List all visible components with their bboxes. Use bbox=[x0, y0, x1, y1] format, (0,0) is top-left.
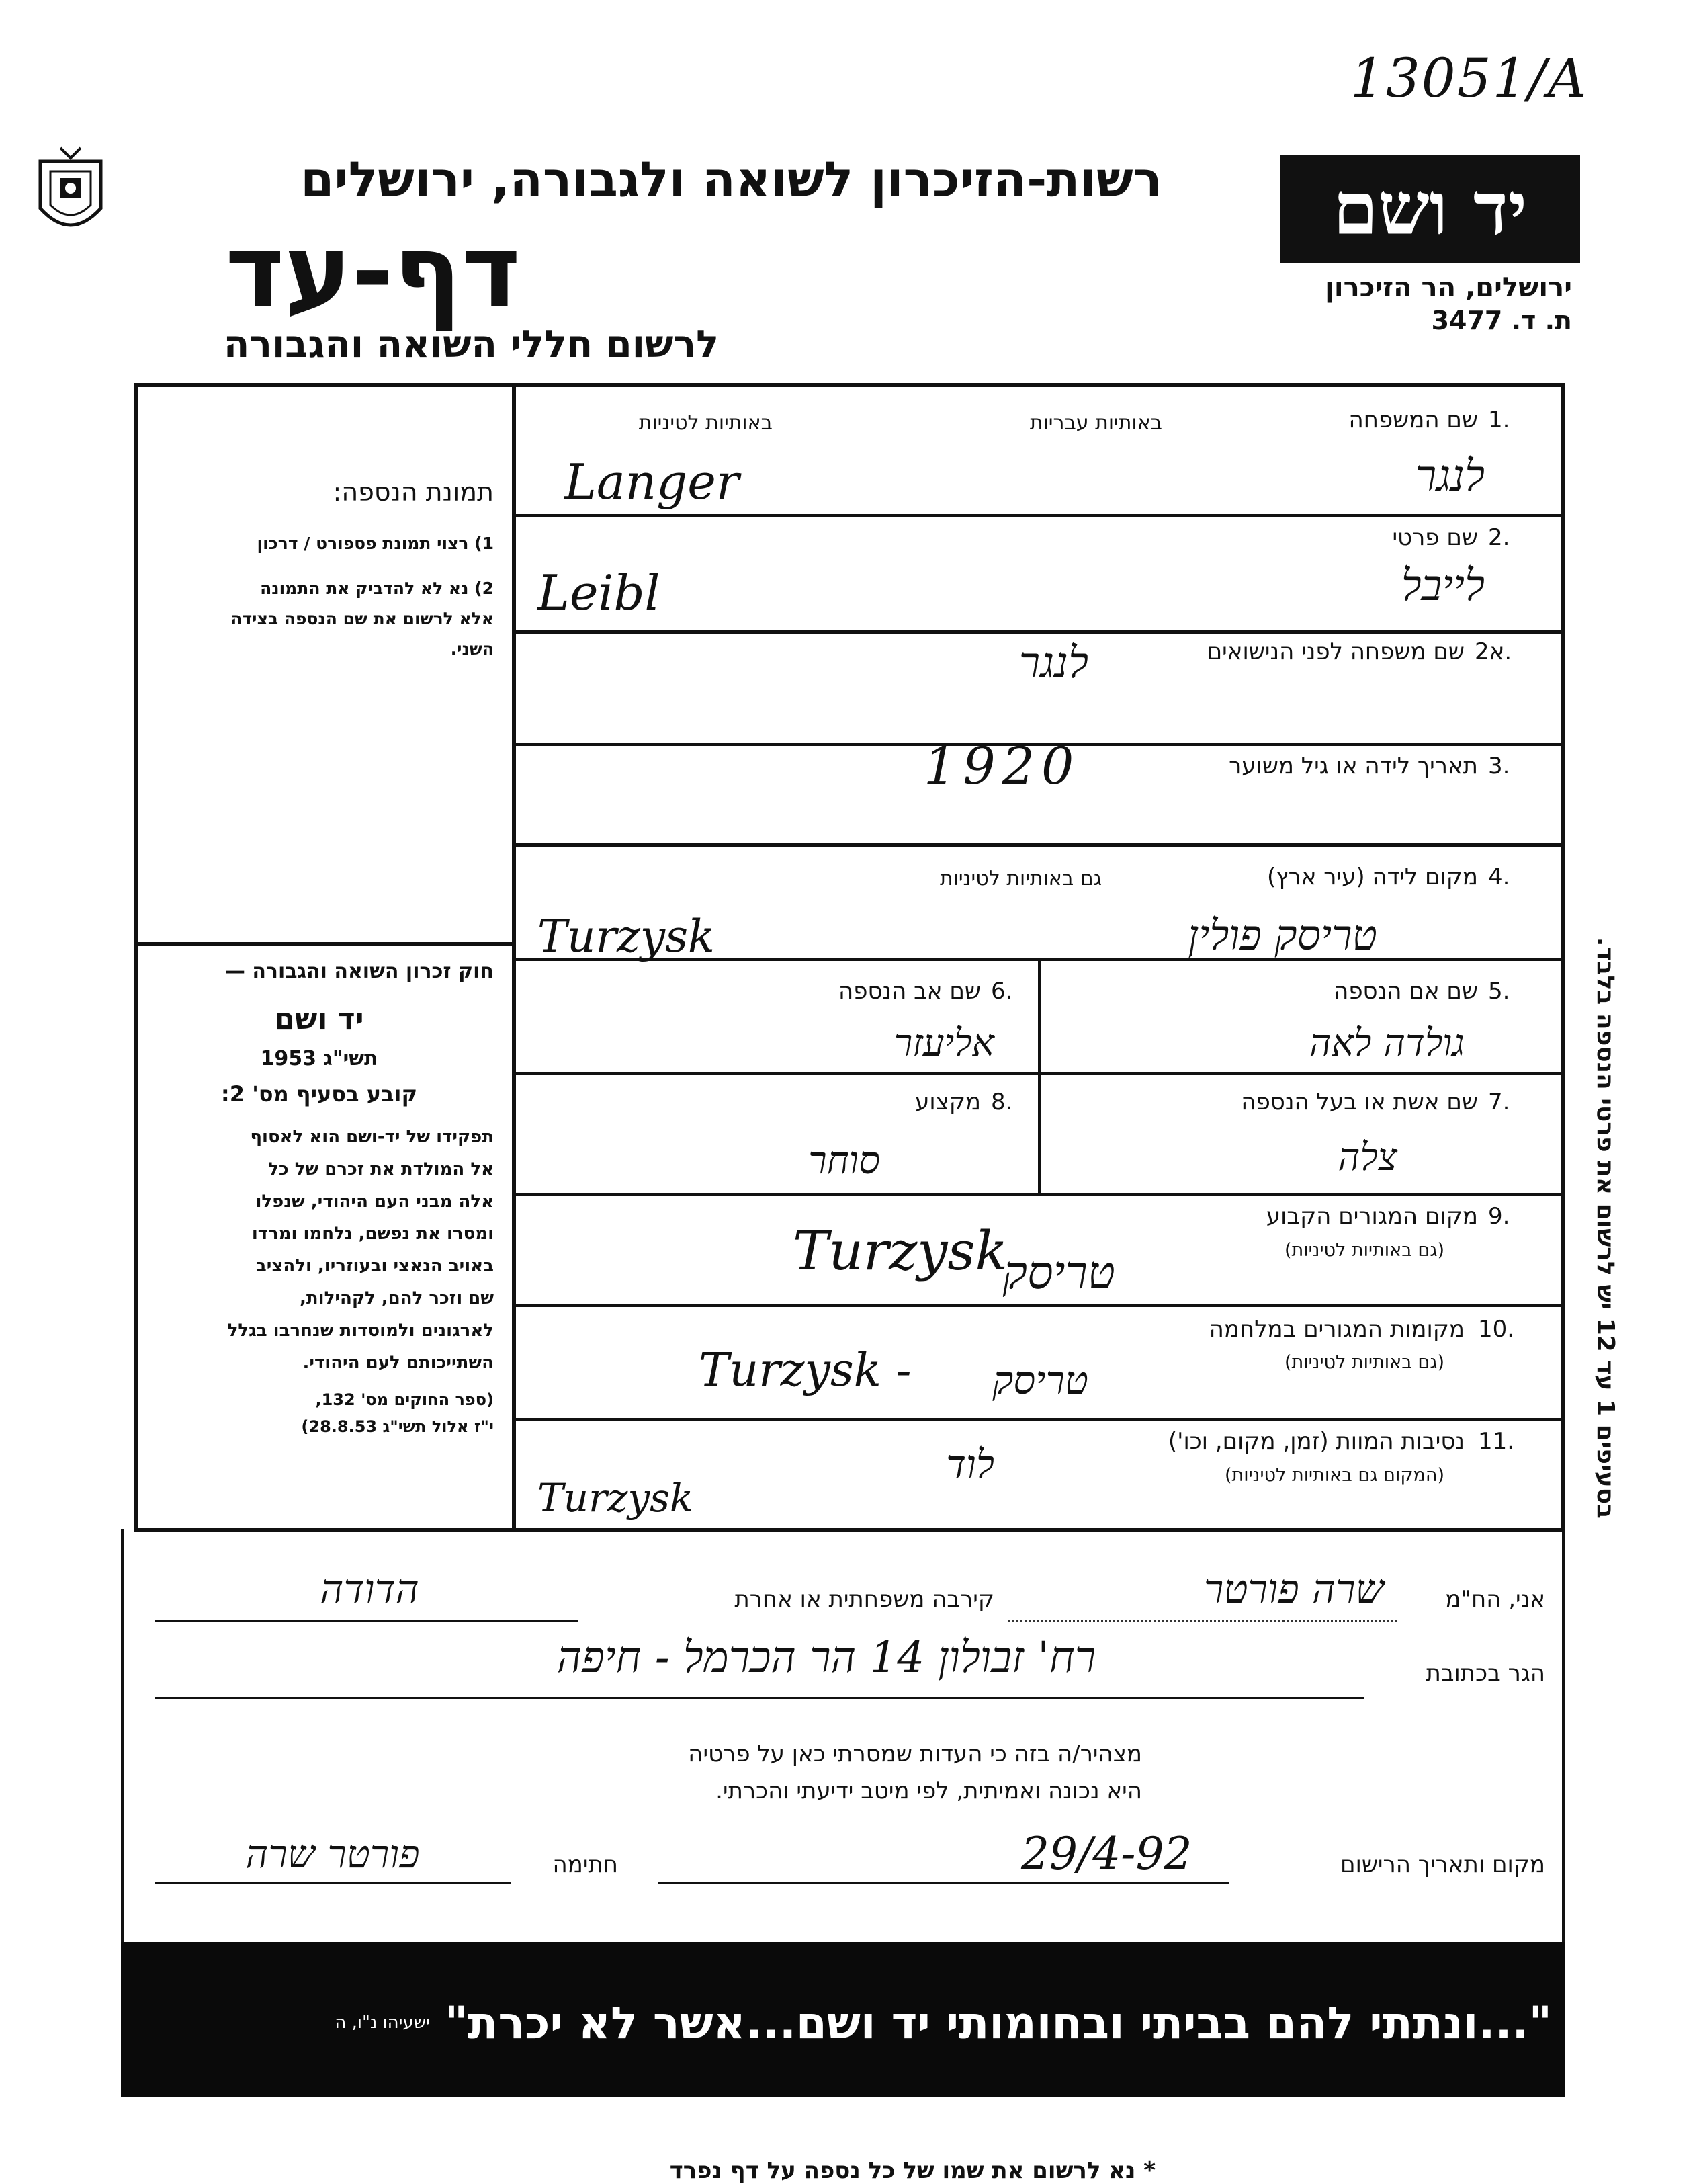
field-11-latin-value[interactable]: Turzysk bbox=[537, 1475, 693, 1521]
field-10-hebrew-value[interactable]: טריסק bbox=[992, 1357, 1088, 1403]
field-5-number: 5. bbox=[1488, 978, 1510, 1005]
photo-note-2b: אלא לרשום את שם הנספה בצידה bbox=[230, 609, 494, 628]
field-2-number: 2. bbox=[1488, 524, 1510, 551]
field-2a-number: 2א. bbox=[1475, 638, 1512, 665]
declarant-label: אני, הח"מ bbox=[1445, 1586, 1545, 1613]
law-line-3: ומסרו את נפשם, נלחמו ומרדו bbox=[251, 1224, 494, 1244]
form-title: דף-עד bbox=[225, 214, 521, 331]
field-5-label: שם אם הנספה bbox=[1334, 978, 1478, 1005]
yad-vashem-logo bbox=[1280, 155, 1580, 263]
field-2a-label: שם משפחה לפני הנישואים bbox=[1207, 638, 1465, 665]
banner-source: ישעיהו נ"ו, ה bbox=[335, 2013, 430, 2033]
field-4-latin-value[interactable]: Turzysk bbox=[537, 911, 715, 962]
declarant-value[interactable]: שרה פורטר bbox=[1203, 1566, 1384, 1613]
field-1-latin-header: באותיות לטיניות bbox=[638, 411, 773, 435]
archive-number: 13051/A bbox=[1350, 47, 1588, 110]
field-2-label: שם פרטי bbox=[1392, 524, 1478, 551]
address-value[interactable]: רח' זבולון 14 הר הכרמל - חיפה bbox=[556, 1633, 1096, 1683]
law-line-6: לארגונים ולמוסדות שנחרבו בגלל bbox=[227, 1320, 494, 1341]
state-emblem-icon bbox=[34, 141, 107, 249]
field-5-value[interactable]: גולדה לאה bbox=[1309, 1021, 1465, 1065]
field-1-number: 1. bbox=[1488, 407, 1510, 433]
field-9-sub: (גם באותיות לטיניות) bbox=[1284, 1240, 1444, 1261]
place-date-value[interactable]: 29/4-92 bbox=[1021, 1828, 1192, 1880]
law-year: תשי"ג 1953 bbox=[260, 1047, 378, 1070]
statement-line-1: מצהיר/ה בזה כי העדות שמסרתי כאן על פרטיה bbox=[688, 1740, 1142, 1767]
field-2a-value[interactable]: לנגר bbox=[1018, 638, 1088, 688]
field-3-value[interactable]: 1920 bbox=[924, 736, 1081, 796]
form-subtitle: לרשום חללי השואה והגבורה bbox=[223, 323, 719, 366]
field-8-number: 8. bbox=[991, 1089, 1013, 1116]
field-10-sub: (גם באותיות לטיניות) bbox=[1284, 1352, 1444, 1373]
law-line-4: באויב הנאצי ובעוזריו, ולהציב bbox=[255, 1256, 494, 1276]
field-1-latin-value[interactable]: Langer bbox=[564, 454, 740, 510]
signature-value[interactable]: פורטר שרה bbox=[245, 1831, 420, 1877]
law-line-5: שם וזכר להם, לקהילות, bbox=[300, 1288, 494, 1308]
field-10-number: 10. bbox=[1478, 1316, 1515, 1343]
logo-text: יד ושם bbox=[1332, 167, 1528, 251]
law-line-7: השתייכותם לעם היהודי. bbox=[302, 1353, 494, 1373]
banner-quote: "...ונתתי להם בביתי ובחומותי יד ושם...אשר לא יכרת" bbox=[444, 1997, 1552, 2049]
photo-box bbox=[144, 477, 494, 659]
field-7-label: שם אשת או בעל הנספה bbox=[1241, 1089, 1478, 1116]
field-9-latin-value[interactable]: Turzysk bbox=[793, 1220, 1008, 1282]
footer-note: * נא לרשום את שמו של כל נספה על דף נפרד bbox=[669, 2157, 1156, 2184]
field-6-value[interactable]: אליעזר bbox=[894, 1021, 994, 1065]
field-6-label: שם אב הנספה bbox=[838, 978, 981, 1005]
law-line-0: תפקידו של יד-ושם הוא לאסוף bbox=[250, 1127, 494, 1147]
field-4-label: מקום לידה (עיר ארץ) bbox=[1266, 864, 1478, 890]
field-11-label: נסיבות המוות (זמן, מקום, וכו') bbox=[1168, 1428, 1465, 1455]
field-4-number: 4. bbox=[1488, 864, 1510, 890]
statement-line-2: היא נכונה ואמיתית, לפי מיטב ידיעתי והכרתי. bbox=[715, 1777, 1142, 1804]
field-2-latin-value[interactable]: Leibl bbox=[537, 564, 660, 621]
law-clause: קובע בסעיף מס' 2: bbox=[220, 1081, 418, 1107]
photo-note-2c: השני. bbox=[450, 639, 494, 659]
field-11-hebrew-value[interactable]: לוד bbox=[946, 1441, 994, 1487]
field-6-number: 6. bbox=[991, 978, 1013, 1005]
place-date-label: מקום ותאריך הרישום bbox=[1340, 1851, 1545, 1878]
side-note: בסעיפים 1 עד 12 יש לרשום את פרטי הנספה בלבד. bbox=[1592, 937, 1619, 1519]
field-3-label: תאריך לידה או גיל משוער bbox=[1229, 753, 1478, 780]
law-heading: חוק זכרון השואה והגבורה — bbox=[224, 960, 494, 983]
field-11-number: 11. bbox=[1478, 1428, 1515, 1455]
field-7-number: 7. bbox=[1488, 1089, 1510, 1116]
relation-label: קירבה משפחתית או אחרת bbox=[734, 1586, 994, 1613]
field-9-number: 9. bbox=[1488, 1203, 1510, 1230]
field-9-label: מקום המגורים הקבוע bbox=[1266, 1203, 1478, 1230]
photo-note-1: 1) רצוי תמונת פספורט / דרכון bbox=[257, 534, 494, 553]
field-10-label: מקומות המגורים במלחמה bbox=[1209, 1316, 1465, 1343]
field-8-label: מקצוע bbox=[915, 1089, 981, 1116]
law-box bbox=[144, 960, 494, 1436]
field-1-hebrew-header: באותיות עבריות bbox=[1029, 411, 1162, 435]
address-label: הגר בכתובת bbox=[1426, 1660, 1545, 1687]
field-11-sub: (המקום גם באותיות לטיניות) bbox=[1224, 1465, 1444, 1486]
field-1-label: שם המשפחה bbox=[1348, 407, 1478, 433]
law-name: יד ושם bbox=[274, 1002, 364, 1036]
field-9-hebrew-value[interactable]: טריסק bbox=[1002, 1247, 1115, 1300]
field-3-number: 3. bbox=[1488, 753, 1510, 780]
law-ref-1: (ספר החוקים מס' 132, bbox=[315, 1390, 494, 1409]
law-line-1: אל המולדת את זכרם של כל bbox=[268, 1159, 494, 1179]
photo-note-2a: 2) נא לא להדביק את התמונה bbox=[260, 579, 494, 598]
field-7-value[interactable]: צלה bbox=[1338, 1136, 1397, 1179]
law-line-2: אלה מבני העם היהודי, שנפלו bbox=[255, 1191, 494, 1212]
signature-label: חתימה bbox=[552, 1851, 618, 1878]
authority-title: רשות-הזיכרון לשואה ולגבורה, ירושלים bbox=[300, 151, 1162, 208]
field-4-hebrew-value[interactable]: טריסק פולין bbox=[1188, 911, 1377, 960]
field-4-latin-header: גם באותיות לטיניות bbox=[939, 867, 1102, 890]
field-2-hebrew-value[interactable]: לייבל bbox=[1401, 561, 1485, 611]
address-line-1: ירושלים, הר הזיכרון bbox=[1325, 272, 1572, 303]
field-10-latin-value[interactable]: Turzysk - bbox=[699, 1344, 912, 1397]
quote-banner bbox=[121, 1942, 1565, 2097]
field-1-hebrew-value[interactable]: לנגר bbox=[1415, 452, 1485, 501]
address-line-2: ת. ד. 3477 bbox=[1431, 306, 1572, 335]
photo-title: תמונת הנספה: bbox=[333, 477, 494, 507]
law-ref-2: י"ז אלול תשי"ג 28.8.53) bbox=[301, 1417, 494, 1436]
relation-value[interactable]: הדודה bbox=[320, 1566, 419, 1613]
field-8-value[interactable]: סוחר bbox=[808, 1139, 880, 1183]
